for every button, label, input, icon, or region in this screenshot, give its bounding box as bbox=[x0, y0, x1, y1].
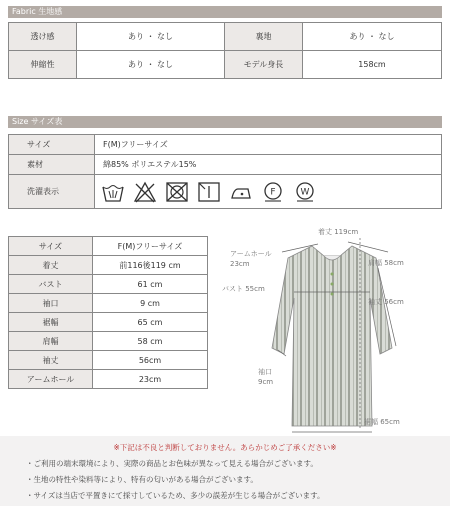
measure-value: 65 cm bbox=[93, 313, 208, 332]
sleeve-annotation: 袖丈 56cm bbox=[368, 298, 404, 306]
table-row bbox=[9, 51, 442, 79]
fabric-table bbox=[8, 22, 442, 79]
measure-label: 裾幅 bbox=[9, 313, 93, 332]
care-label: 洗濯表示 bbox=[9, 175, 95, 209]
stretch-value: あり ・ なし bbox=[77, 51, 225, 79]
measure-value: 61 cm bbox=[93, 275, 208, 294]
note-line: ・サイズは当店で平置きにて採寸しているため、多少の誤差が生じる場合がございます。 bbox=[26, 491, 325, 500]
see-through-label: 透け感 bbox=[9, 23, 77, 51]
dry-clean-f-icon bbox=[261, 181, 285, 203]
measure-value: 56cm bbox=[93, 351, 208, 370]
info-table bbox=[8, 134, 442, 209]
armhole-annotation: アームホール bbox=[230, 250, 272, 258]
notes-section bbox=[0, 436, 450, 506]
model-height-label: モデル身長 bbox=[225, 51, 303, 79]
table-row bbox=[9, 256, 208, 275]
table-row bbox=[9, 332, 208, 351]
measure-value: 前116後119 cm bbox=[93, 256, 208, 275]
lining-value: あり ・ なし bbox=[303, 23, 442, 51]
garment-diagram bbox=[220, 228, 448, 436]
lining-label: 裏地 bbox=[225, 23, 303, 51]
size-header: Size サイズ表 bbox=[8, 116, 442, 128]
length-annotation: 着丈 119cm bbox=[318, 228, 359, 236]
measure-value: 58 cm bbox=[93, 332, 208, 351]
cuff-annotation: 袖口 bbox=[258, 368, 272, 376]
material-value: 綿85% ポリエステル15% bbox=[95, 155, 442, 175]
fabric-header: Fabric 生地感 bbox=[8, 6, 442, 18]
size-label: サイズ bbox=[9, 135, 95, 155]
no-bleach-icon bbox=[133, 181, 157, 203]
table-row bbox=[9, 370, 208, 389]
table-row bbox=[9, 23, 442, 51]
model-height-value: 158cm bbox=[303, 51, 442, 79]
measure-label: 袖丈 bbox=[9, 351, 93, 370]
cuff-value: 9cm bbox=[258, 378, 274, 386]
care-icons bbox=[95, 175, 442, 209]
note-line: ・ご利用の端末環境により、実際の商品とお色味が異なって見える場合がございます。 bbox=[26, 459, 318, 468]
measure-label: 肩幅 bbox=[9, 332, 93, 351]
low-iron-icon bbox=[229, 181, 253, 203]
hem-annotation: 裾幅 65cm bbox=[364, 418, 400, 426]
measure-label: 着丈 bbox=[9, 256, 93, 275]
measure-value: F(M)フリーサイズ bbox=[93, 237, 208, 256]
measure-label: バスト bbox=[9, 275, 93, 294]
measure-label: アームホール bbox=[9, 370, 93, 389]
table-row bbox=[9, 237, 208, 256]
hand-wash-icon bbox=[101, 181, 125, 203]
material-label: 素材 bbox=[9, 155, 95, 175]
table-row bbox=[9, 275, 208, 294]
table-row bbox=[9, 351, 208, 370]
measure-label: サイズ bbox=[9, 237, 93, 256]
table-row bbox=[9, 135, 442, 155]
measure-value: 23cm bbox=[93, 370, 208, 389]
notes-heading: ※下記は不良と判断しておりません。あらかじめご了承ください※ bbox=[113, 443, 337, 452]
table-row bbox=[9, 294, 208, 313]
armhole-value: 23cm bbox=[230, 260, 250, 268]
see-through-value: あり ・ なし bbox=[77, 23, 225, 51]
table-row bbox=[9, 313, 208, 332]
table-row bbox=[9, 155, 442, 175]
no-tumble-dry-icon bbox=[165, 181, 189, 203]
size-value: F(M)フリーサイズ bbox=[95, 135, 442, 155]
measure-value: 9 cm bbox=[93, 294, 208, 313]
svg-text:F: F bbox=[270, 187, 276, 197]
line-dry-shade-icon bbox=[197, 181, 221, 203]
wet-clean-w-icon bbox=[293, 181, 317, 203]
svg-text:W: W bbox=[300, 187, 310, 197]
note-line: ・生地の特性や染料等により、特有の匂いがある場合がございます。 bbox=[26, 475, 258, 484]
bust-annotation: バスト 55cm bbox=[222, 285, 265, 293]
measurement-table bbox=[8, 236, 208, 389]
measure-label: 袖口 bbox=[9, 294, 93, 313]
stretch-label: 伸縮性 bbox=[9, 51, 77, 79]
shoulder-annotation: 肩幅 58cm bbox=[368, 259, 404, 267]
table-row bbox=[9, 175, 442, 209]
